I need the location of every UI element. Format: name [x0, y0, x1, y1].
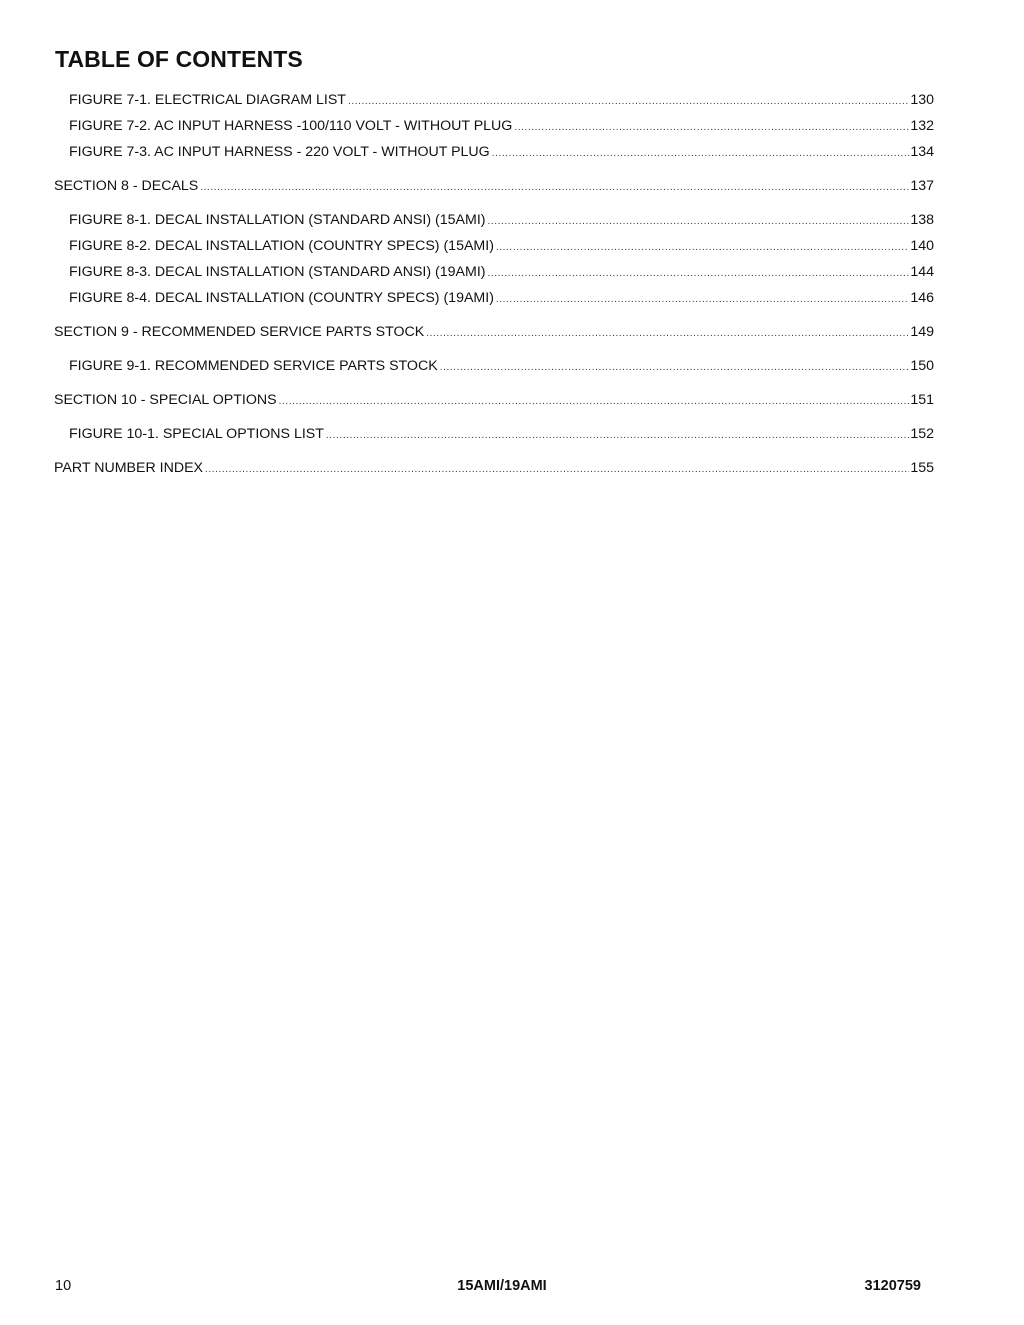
toc-entry-part-number-index[interactable]	[54, 458, 934, 484]
footer-model-name: 15AMI/19AMI	[457, 1278, 547, 1294]
toc-entry-label: FIGURE 9-1. RECOMMENDED SERVICE PARTS STOCK	[69, 358, 438, 374]
page-footer	[0, 1278, 1024, 1298]
toc-entry-label: SECTION 10 - SPECIAL OPTIONS	[54, 392, 277, 408]
toc-entry-page: 151	[910, 392, 934, 408]
toc-entry-figure-8-3[interactable]	[54, 262, 934, 288]
toc-entry-page: 134	[910, 144, 934, 160]
toc-entry-page: 137	[910, 178, 934, 194]
toc-entry-section-8[interactable]	[54, 176, 934, 202]
footer-page-number: 10	[55, 1278, 72, 1294]
toc-entry-figure-8-1[interactable]	[54, 210, 934, 236]
toc-entry-figure-7-1[interactable]	[54, 90, 934, 116]
dot-leader	[496, 290, 909, 310]
toc-entry-figure-8-2[interactable]	[54, 236, 934, 262]
toc-entry-label: FIGURE 8-4. DECAL INSTALLATION (COUNTRY SPECS) (19AMI)	[69, 290, 494, 306]
dot-leader	[440, 358, 910, 378]
toc-entry-figure-9-1[interactable]	[54, 356, 934, 382]
toc-entry-page: 144	[910, 264, 934, 280]
toc-entry-page: 146	[910, 290, 934, 306]
dot-leader	[488, 264, 910, 284]
toc-entry-page: 132	[910, 118, 934, 134]
dot-leader	[426, 324, 909, 344]
toc-entry-figure-7-3[interactable]	[54, 142, 934, 168]
dot-leader	[488, 212, 910, 232]
toc-entry-label: FIGURE 7-1. ELECTRICAL DIAGRAM LIST	[69, 92, 346, 108]
toc-list	[54, 90, 934, 484]
page-title: TABLE OF CONTENTS	[55, 46, 303, 72]
toc-entry-page: 155	[910, 460, 934, 476]
dot-leader	[326, 426, 909, 446]
toc-entry-label: PART NUMBER INDEX	[54, 460, 203, 476]
toc-entry-label: FIGURE 10-1. SPECIAL OPTIONS LIST	[69, 426, 324, 442]
toc-entry-page: 130	[910, 92, 934, 108]
toc-entry-page: 140	[910, 238, 934, 254]
toc-entry-label: SECTION 8 - DECALS	[54, 178, 199, 194]
toc-entry-label: FIGURE 7-3. AC INPUT HARNESS - 220 VOLT - WITHOUT PLUG	[69, 144, 490, 160]
toc-entry-section-10[interactable]	[54, 390, 934, 416]
toc-entry-label: FIGURE 8-2. DECAL INSTALLATION (COUNTRY SPECS) (15AMI)	[69, 238, 494, 254]
toc-entry-page: 150	[910, 358, 934, 374]
footer-document-number: 3120759	[864, 1278, 921, 1294]
toc-entry-section-9[interactable]	[54, 322, 934, 348]
toc-entry-page: 149	[910, 324, 934, 340]
toc-entry-label: FIGURE 8-3. DECAL INSTALLATION (STANDARD ANSI) (19AMI)	[69, 264, 486, 280]
toc-entry-figure-8-4[interactable]	[54, 288, 934, 314]
toc-entry-page: 152	[910, 426, 934, 442]
dot-leader	[348, 92, 909, 112]
toc-entry-label: FIGURE 8-1. DECAL INSTALLATION (STANDARD ANSI) (15AMI)	[69, 212, 486, 228]
dot-leader	[279, 392, 910, 412]
toc-entry-label: SECTION 9 - RECOMMENDED SERVICE PARTS STOCK	[54, 324, 425, 340]
dot-leader	[496, 238, 909, 258]
dot-leader	[205, 460, 909, 480]
toc-entry-label: FIGURE 7-2. AC INPUT HARNESS -100/110 VOLT - WITHOUT PLUG	[69, 118, 513, 134]
dot-leader	[514, 118, 909, 138]
toc-entry-page: 138	[910, 212, 934, 228]
toc-entry-figure-7-2[interactable]	[54, 116, 934, 142]
toc-entry-figure-10-1[interactable]	[54, 424, 934, 450]
dot-leader	[200, 178, 909, 198]
dot-leader	[492, 144, 910, 164]
